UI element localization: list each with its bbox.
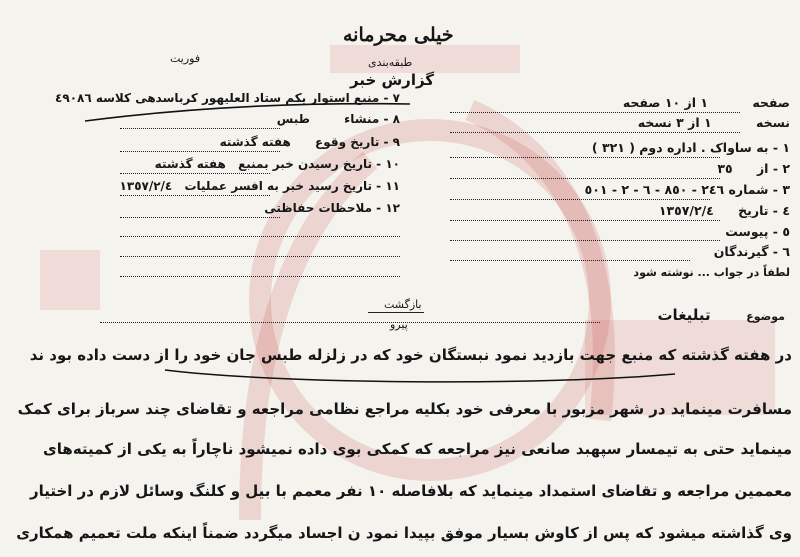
- field-number: ٣ - شماره ٢٤٦ - ٨٥٠ - ٦ - ٢ - ٥٠١: [584, 182, 790, 197]
- row-copy-value: ١ از ٣ نسخه: [637, 115, 712, 130]
- classification-label: طبقه‌بندی: [368, 56, 413, 69]
- body-line-2: مسافرت مینماید در شهر مزبور با معرفی خود بکلیه مراجع نظامی مراجعه و تقاضای چند سرباز برای کمک: [17, 400, 792, 418]
- dotted-line: [450, 157, 720, 158]
- urgency-label: فوریت: [170, 52, 201, 65]
- dotted-line: [450, 240, 720, 241]
- follow-reference-label: پیرو: [390, 318, 408, 331]
- field-origin: ٨ - منشاء طبس: [276, 112, 400, 126]
- field-source-received-date-value: هفته گذشته: [154, 157, 226, 171]
- subject-row: موضوع تبلیغات: [657, 306, 785, 324]
- field-to-value: ساواک . اداره دوم ( ٣٢١ ): [591, 140, 752, 155]
- dotted-line: [120, 236, 400, 237]
- dotted-line: [450, 132, 740, 133]
- field-from: ٢ - از ٣٥: [717, 161, 790, 176]
- handwritten-underline-icon: [80, 96, 420, 126]
- reply-note: لطفاً در جواب ... نوشته شود: [633, 266, 790, 279]
- field-recipients: ٦ - گیرندگان: [713, 244, 790, 259]
- divider: [368, 312, 424, 313]
- field-occurrence-date: ٩ - تاریخ وقوع هفته گذشته: [219, 135, 400, 149]
- field-security-notes: ١٢ - ملاحظات حفاظتی: [264, 201, 400, 215]
- field-officer-received-date-value: ١٣٥٧/٢/٤: [119, 179, 173, 193]
- body-line-3: مینماید حتی به تیمسار سپهبد صانعی نیز مراجعه که کمکی بوی داده نمیشود ناچاراً به یکی از کمیته‌های: [43, 440, 792, 458]
- row-page: صفحه ١ از ١٠ صفحه: [622, 95, 790, 110]
- dotted-line: [120, 217, 280, 218]
- field-number-value: ٢٤٦ - ٨٥٠ - ٦ - ٢ - ٥٠١: [584, 182, 725, 197]
- body-line-1: در هفته گذشته که منبع جهت بازدید نمود نبستگان خود که در زلزله طبس جان خود را از دست داده بود ند: [29, 346, 792, 364]
- field-occurrence-date-value: هفته گذشته: [219, 135, 291, 149]
- field-source-value: استوار یکم ستاد العلیهور کرباسدهی کلاسه ٤٩٠٨٦: [55, 91, 350, 105]
- dotted-line: [450, 112, 740, 113]
- field-from-value: ٣٥: [717, 161, 733, 176]
- handwritten-underline-icon: [160, 366, 680, 390]
- field-to: ١ - به ساواک . اداره دوم ( ٣٢١ ): [591, 140, 790, 155]
- dotted-line: [450, 199, 710, 200]
- row-page-value: ١ از ١٠ صفحه: [622, 95, 708, 110]
- dotted-line: [120, 173, 270, 174]
- field-attachment: ٥ - پیوست: [725, 224, 790, 239]
- dotted-line: [120, 128, 280, 129]
- dotted-line: [120, 151, 280, 152]
- dotted-line: [450, 220, 720, 221]
- dotted-line: [120, 256, 400, 257]
- dotted-line: [100, 322, 600, 323]
- dotted-line: [450, 260, 690, 261]
- dotted-line: [120, 276, 400, 277]
- field-source: ٧ - منبع استوار یکم ستاد العلیهور کرباسدهی کلاسه ٤٩٠٨٦: [55, 91, 400, 105]
- subject-value: تبلیغات: [657, 306, 711, 324]
- field-date-value: ١٣٥٧/٢/٤: [658, 203, 714, 218]
- back-reference-label: بازگشت: [384, 298, 422, 311]
- dotted-line: [450, 178, 720, 179]
- field-source-received-date: ١٠ - تاریخ رسیدن خبر بمنبع هفته گذشته: [154, 157, 400, 171]
- dotted-line: [120, 195, 270, 196]
- classification-stamp: خیلی محرمانه: [343, 24, 454, 46]
- field-origin-value: طبس: [276, 112, 310, 126]
- body-line-5: وی گذاشته میشود که پس از کاوش بسیار موفق بپیدا نمود ن اجساد میگردد ضمناً اینکه ملت تعمیم همکاری: [16, 524, 792, 542]
- field-date: ٤ - تاریخ ١٣٥٧/٢/٤: [658, 203, 790, 218]
- body-line-4: معممین مراجعه و تقاضای استمداد مینماید که بلافاصله ١٠ نفر معمم با بیل و کلنگ وسائل لازم در اختیار: [29, 482, 792, 500]
- report-title: گزارش خبر: [350, 71, 435, 89]
- row-copy: نسخه ١ از ٣ نسخه: [637, 115, 790, 130]
- field-officer-received-date: ١١ - تاریخ رسید خبر به افسر عملیات ١٣٥٧/٢/٤: [119, 179, 400, 193]
